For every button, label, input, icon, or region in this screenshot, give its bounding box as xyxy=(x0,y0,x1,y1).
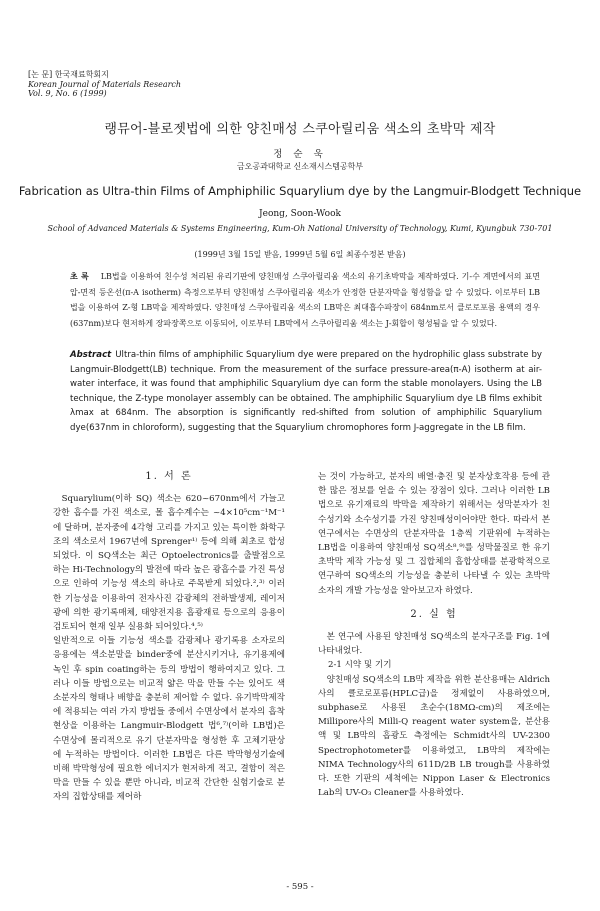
intro-paragraph-1: Squarylium(이하 SQ) 색소는 620~670nm에서 가늘고 강한 흡수를 가진 색소로, 몰 흡수계수는 ~4×10⁵cm⁻¹M⁻¹에 달하며, 분자중에 4각형 고리를 가지고 있는 특이한 화학구조의 색소로서 1967년에 Sprenger¹⁾ 등에 의해 최초로 합성되었다. 이 SQ색소는 최근 Optoelectronics를 출발점으로 하는 Hi-Technology의 발전에 따라 높은 광흡수를 가진 특성으로 인하여 기능성 색소의 하나로 주목받게 되었다.²,³⁾ 이러한 기능성을 이용하여 전자사진 감광체의 전하발생제, 레이저광에 의한 광기록매체, 태양전지용 흡광재료 등으로의 응용이 검토되어 현재 일부 실용화 되어있다.⁴,⁵⁾ xyxy=(53,494,285,633)
abstract-korean-text: LB법을 이용하여 친수성 처리된 유리기판에 양친매성 스쿠아릴리움 색소의 유기초박막을 제작하였다. 기-수 계면에서의 표면압-면적 등온선(π-A isotherm) 측정으로부터 양친매성 스쿠아릴리움 색소가 안정한 단분자막을 형성함을 알 수 있었다. 이로부터 LB법을 이용하여 Z-형 LB막을 제작하였다. 양친매성 스쿠아릴리움 색소의 LB막은 최대흡수파장이 684nm로서 클로로포름 용액의 경우(637nm)보다 현저하게 장파장쪽으로 이동되어, 이로부터 LB막에서 스쿠아릴리움 색소는 J-회합이 형성됨을 알 수 있었다. xyxy=(70,272,540,328)
abstract-english-label: Abstract xyxy=(70,350,112,360)
affiliation-korean: 금오공과대학교 신소재시스템공학부 xyxy=(236,162,364,171)
received-dates: (1999년 3월 15일 받음, 1999년 5월 6일 최종수정본 받음) xyxy=(194,250,406,259)
paper-title-english: Fabrication as Ultra-thin Films of Amphiphilic Squarylium dye by the Langmuir-Blodgett Technique xyxy=(18,184,582,198)
journal-name-ko: [논 문] 한국재료학회지 xyxy=(28,70,109,79)
journal-volume: Vol. 9, No. 6 (1999) xyxy=(28,89,107,98)
left-column xyxy=(53,470,285,805)
author-korean: 정 순 욱 xyxy=(273,149,327,160)
abstract-korean xyxy=(70,269,540,331)
abstract-english-text: Ultra-thin films of amphiphilic Squarylium dye were prepared on the hydrophilic glass substrate by Langmuir-Blodgett(LB) technique. From the measurement of the surface pressure-area(π-A) isotherm at air-water interface, it was found that amphiphilic Squarylium dye can form the stable monolayers. Using the LB technique, the Z-type monolayer assembly can be obtained. The amphiphilic Squarylium dye LB films exhibit λmax at 684nm. The absorption is significantly red-shifted from solution of amphiphilic Squarylium dye(637nm in chloroform), suggesting that the Squarylium chromophores form J-aggregate in the LB film. xyxy=(70,350,542,433)
section-heading-introduction: 1. 서 론 xyxy=(145,471,193,482)
experiment-paragraph-1: 본 연구에 사용된 양친매성 SQ색소의 분자구조를 Fig. 1에 나타내었다. xyxy=(318,632,550,657)
paper-title-korean: 랭뮤어-블로젯법에 의한 양친매성 스쿠아릴리움 색소의 초박막 제작 xyxy=(104,122,496,137)
section-heading-experiment: 2. 실 험 xyxy=(410,608,458,620)
author-english: Jeong, Soon-Wook xyxy=(259,209,341,219)
experiment-paragraph-2: 양친매성 SQ색소의 LB막 제작을 위한 분산용매는 Aldrich사의 클로로포름(HPLC급)을 정제없이 사용하였으며, subphase로 사용된 초순수(18MΩ-cm)의 제조에는 Millipore사의 Milli-Q reagent water system을, 분산용액 및 LB막의 흡광도 측정에는 Schmidt사의 UV-2300 Spectrophotometer를 이용하였고, LB막의 제작에는 NIMA Technology사의 611D/2B LB trough를 사용하였다. 또한 기판의 세척에는 Nippon Laser & Electronics Lab의 UV-O₃ Cleaner를 사용하였다. xyxy=(318,674,550,799)
affiliation-english: School of Advanced Materials & Systems Engineering, Kum-Oh National University of Technology, Kumi, Kyungbuk 730-701 xyxy=(47,224,553,233)
abstract-korean-label: 초 록 xyxy=(70,271,89,281)
subsection-heading-reagents: 2-1 시약 및 기기 xyxy=(328,660,392,671)
journal-header xyxy=(28,70,181,99)
intro-paragraph-2: 일반적으로 이들 기능성 색소를 감광체나 광기록용 소자로의 응용에는 색소분말을 binder중에 분산시키거나, 유기용제에 녹인 후 spin coating하는 등의 방법이 행하여지고 있다. 그러나 이들 방법으로는 비교적 얇은 막을 만들 수는 있어도 색소분자의 형태나 배향을 충분히 제어할 수 없다. 유기박막제작에 적용되는 여러 가지 방법들 중에서 수면상에서 분자의 흡착현상을 이용하는 Langmuir-Blodgett 법⁶,⁷⁾(이하 LB법)은 수면상에 몰리적으로 유기 단분자막을 형성한 후 고체기판상에 누적하는 방법이다. 이러한 LB법은 다른 박막형성기술에 비해 박막형성에 필요한 에너지가 현저하게 적고, 결함이 적은 막을 만들 수 있을 뿐만 아니라, 비교적 간단한 실험기술로 분자의 집합상태를 제어하 xyxy=(53,636,285,803)
page-number: - 595 - xyxy=(286,882,314,892)
abstract-english xyxy=(70,348,542,436)
journal-name-en: Korean Journal of Materials Research xyxy=(28,79,182,89)
right-column xyxy=(318,470,550,800)
intro-paragraph-continued: 는 것이 가능하고, 분자의 배열·충진 및 분자상호작용 등에 관한 많은 정보를 얻을 수 있는 장점이 있다. 그러나 이러한 LB법으로 유기재료의 박막을 제작하기 위해서는 성막분자가 친수성기와 소수성기를 가진 양친매성이어야만 한다. 따라서 본 연구에서는 수면상의 단분자막을 1층씩 기판위에 누적하는 LB법을 이용하여 양친매성 SQ색소⁸,⁹⁾를 성막물질로 한 유기초박막 제작 가능성 및 그 집합체의 흡합상태를 분광학적으로 연구하여 SQ색소의 기능성을 충분히 나타낼 수 있는 초박막 소자의 개발 가능성을 알아보고자 하였다. xyxy=(318,472,550,596)
